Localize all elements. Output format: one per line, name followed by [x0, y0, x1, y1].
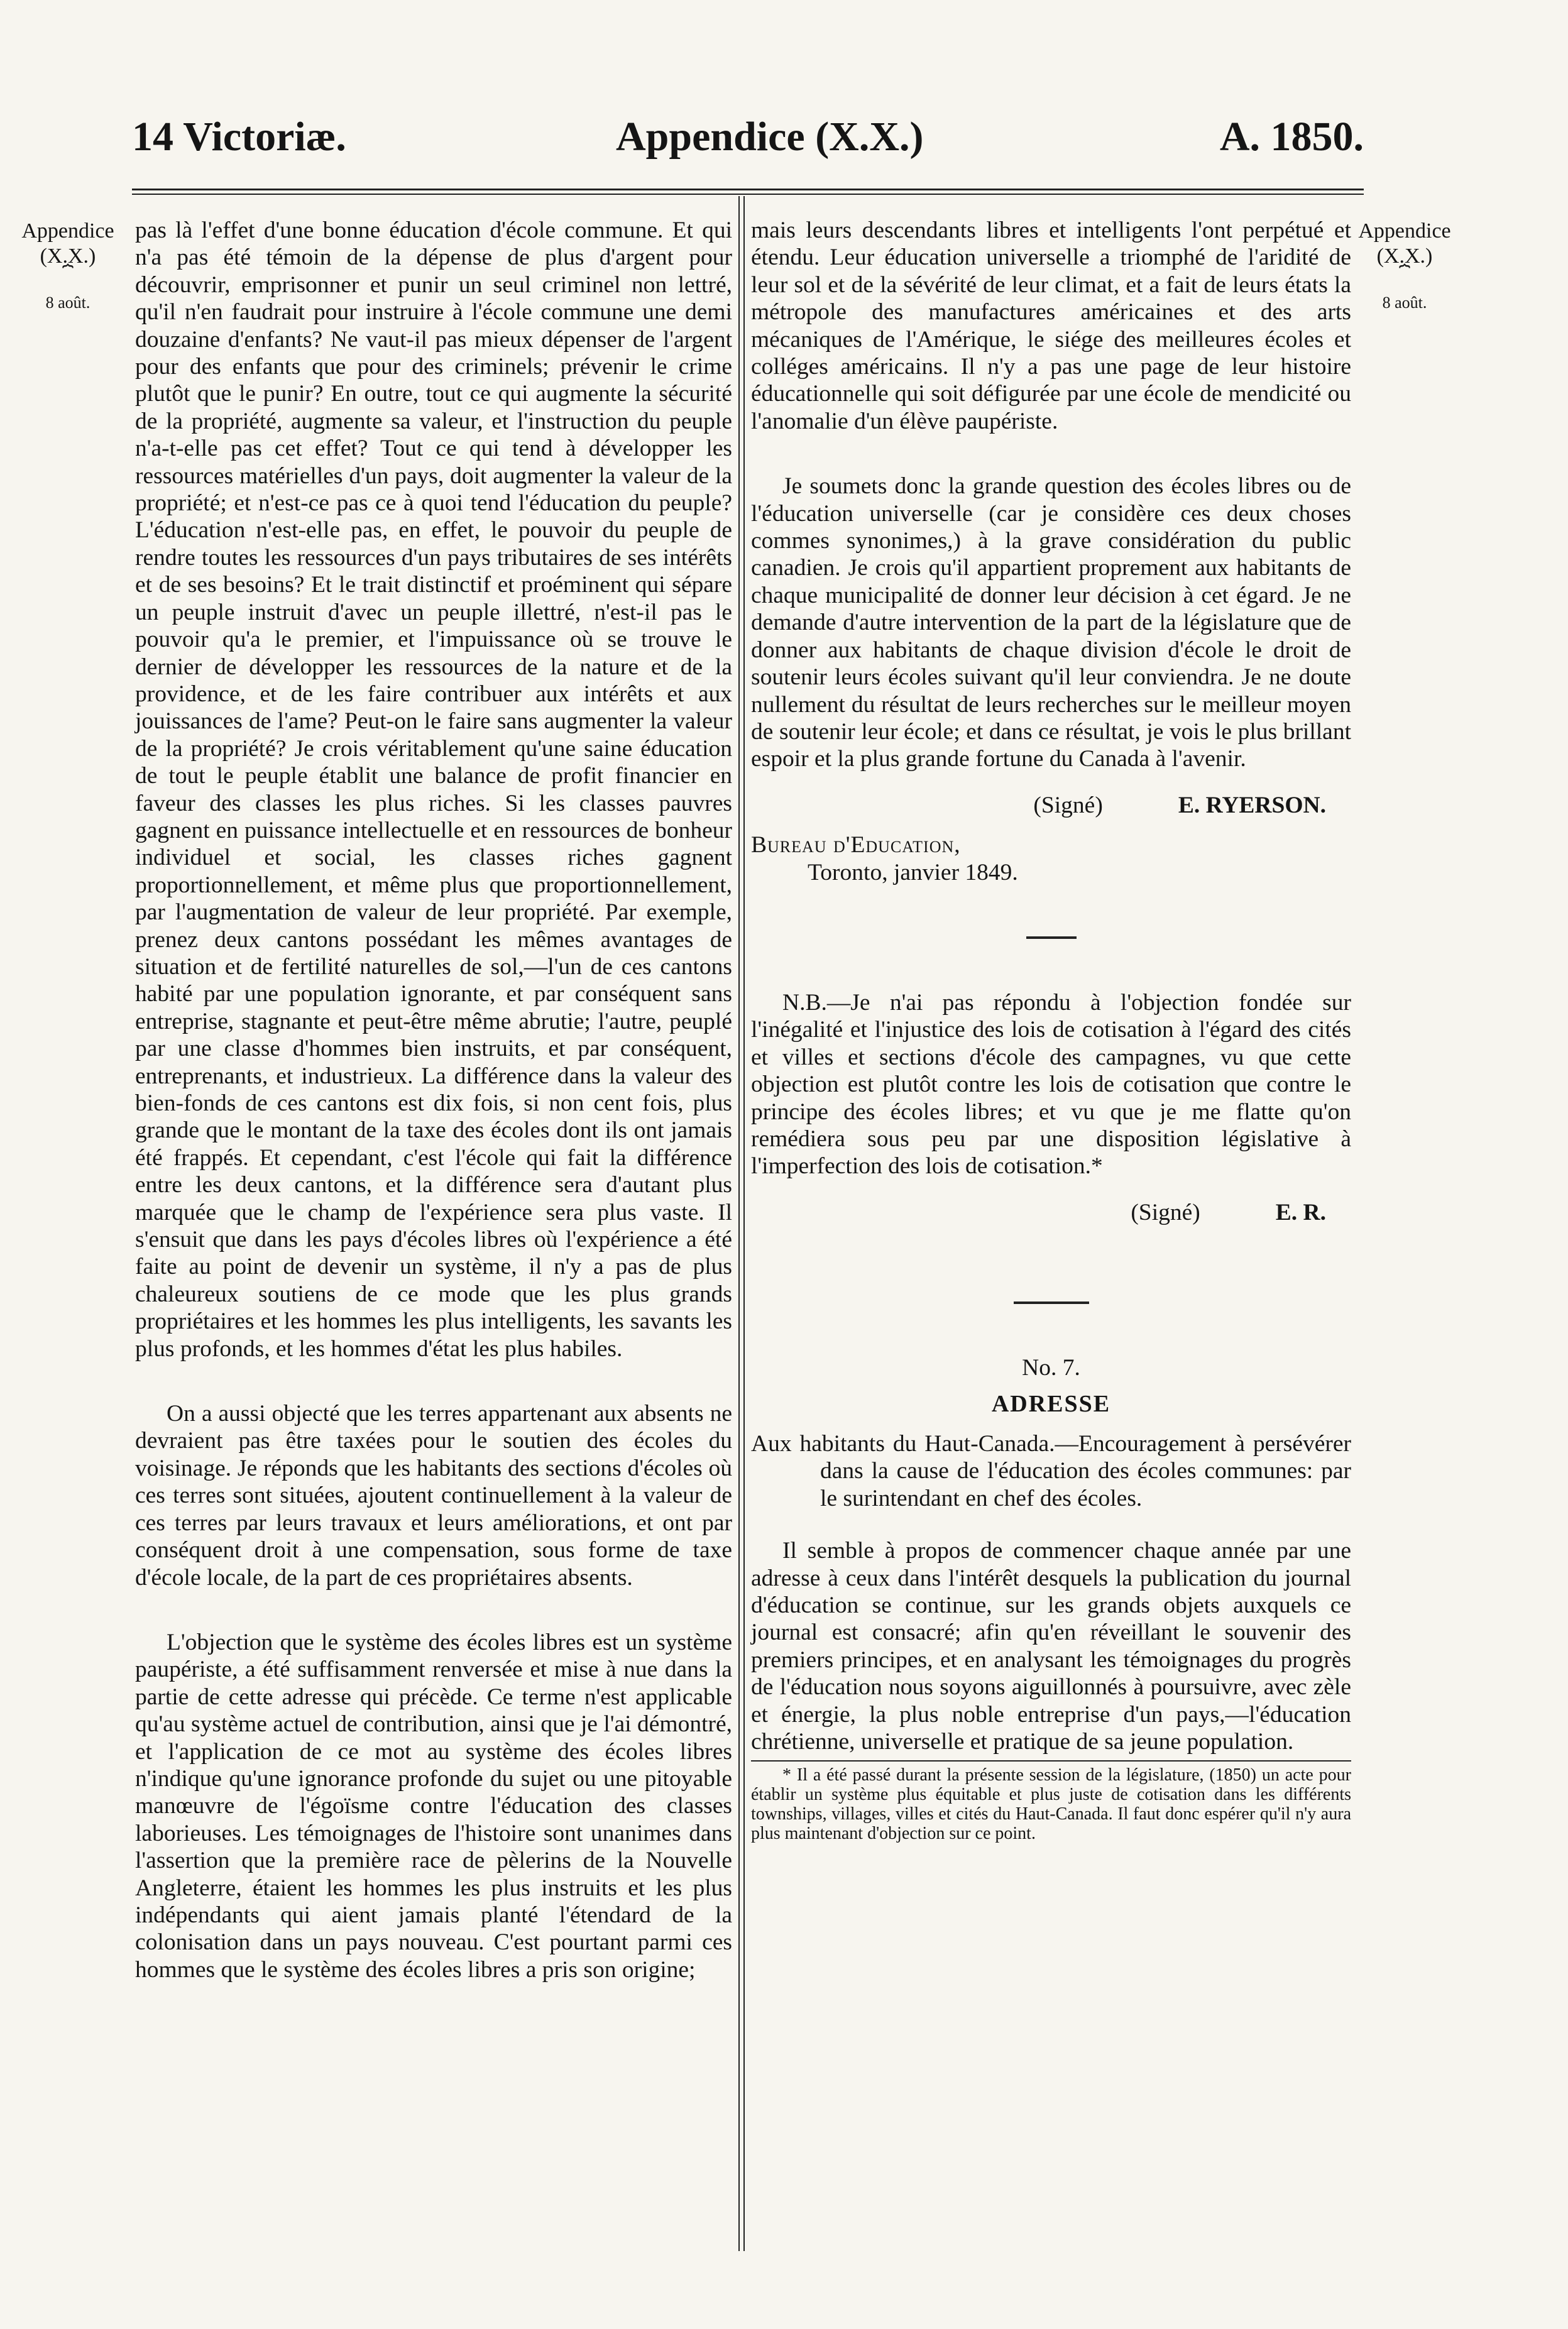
footnote: * Il a été passé durant la présente session de la législature, (1850) un acte pour établir un système plus équitable et plus juste de cotisation dans les différents townships, villages, villes et cités du Haut-Canada. Il faut donc espérer qu'il n'y aura plus maintenant d'objection sur ce point.: [751, 1765, 1351, 1844]
header-year: A. 1850.: [1219, 114, 1364, 160]
margin-label: Appendice: [1358, 219, 1451, 243]
place-date-line: Toronto, janvier 1849.: [808, 859, 1018, 885]
margin-note-left: [5, 219, 131, 315]
margin-brace-icon: ⏞: [1399, 265, 1410, 285]
paragraph: mais leurs descendants libres et intelligents l'ont perpétué et étendu. Leur éducation universelle a triomphé de l'aridité de leur sol et de la sévérité de leur climat, et a fait de leurs états la métropole des manufactures américaines et des arts mécaniques de l'Amérique, le siége des meilleures écoles et colléges américains. Il n'y a pas une page de leur histoire éducationnelle qui soit défigurée par une école de mendicité ou l'anomalie d'un élève paupériste.: [751, 217, 1351, 434]
header-appendix: Appendice (X.X.): [616, 114, 924, 160]
paragraph: pas là l'effet d'une bonne éducation d'école commune. Et qui n'a pas été témoin de la dépense de plus d'argent pour découvrir, emprisonner et punir un seul criminel non lettré, qu'il n'en faudrait pour instruire à l'école commune une demi douzaine d'enfants? Ne vaut-il pas mieux dépenser de l'argent pour des enfants que pour des criminels; prévenir le crime plutôt que le punir? En outre, tout ce qui augmente la sécurité de la propriété, augmente sa valeur, et l'instruction du peuple n'a-t-elle pas cet effet? Tout ce qui tend à développer les ressources matérielles d'un pays, doit augmenter la valeur de la propriété; et n'est-ce pas ce à quoi tend l'éducation du peuple? L'éducation n'est-elle pas, en effet, le pouvoir du peuple de rendre toutes les ressources d'un pays tributaires de ses intérêts et de ses besoins? Et le trait distinctif et proéminent qui sépare un peuple instruit d'avec un peuple illettré, n'est-il pas le pouvoir qu'a le premier, et l'impuissance où se trouve le dernier de développer les ressources de la nature et de la providence, et de les faire contribuer aux intérêts et aux jouissances de l'ame? Peut-on le faire sans augmenter la valeur de la propriété? Je crois véritablement qu'une saine éducation de tout le peuple établit une balance de profit financier en faveur des classes les plus riches. Si les classes pauvres gagnent en puissance intellectuelle et en ressources de bonheur individuel et social, les classes riches gagnent proportionnellement, et même plus que proportionnellement, par l'augmentation de valeur de leur propriété. Par exemple, prenez deux cantons possédant les mêmes avantages de situation et de fertilité naturelles de sol,—l'un de ces cantons habité par une population ignorante, et par conséquent sans entreprise, stagnante et peut-être même abrutie; l'autre, peuplé par une classe d'hommes bien instruits, et par conséquent, entreprenants, et industrieux. La différence dans la valeur des bien-fonds de ces cantons est dix fois, si non cent fois, plus grande que le montant de la taxe des écoles dont ils ont jamais été frappés. Et cependant, c'est l'école qui fait la différence entre les deux cantons, et la différence sera d'autant plus marquée que le champ de l'expérience sera plus vaste. Il s'ensuit que dans les pays d'écoles libres où l'expérience a été faite au point de devenir un système, il n'y a pas de plus chaleureux soutiens de ce mode que les plus grands propriétaires et les hommes les plus intelligents, les savants les plus profonds, et les hommes d'état les plus habiles.: [135, 217, 732, 1362]
signature-name: E. R.: [1275, 1199, 1326, 1225]
left-column: [135, 217, 732, 1983]
margin-code: (X.X.): [40, 244, 96, 268]
section-rule: [1014, 1302, 1089, 1304]
nb-note: N.B.—Je n'ai pas répondu à l'objection fondée sur l'inégalité et l'injustice des lois de cotisation à l'égard des cités et villes et sections d'école des campagnes, vu que cette objection est plutôt contre les lois de cotisation que contre le principe des écoles libres; et vu que je me flatte qu'on remédiera sous peu par une disposition législative à l'imperfection des lois de cotisation.*: [751, 989, 1351, 1180]
running-header: [132, 113, 1364, 182]
paragraph: On a aussi objecté que les terres appartenant aux absents ne devraient pas être taxées pour le soutien des écoles du voisinage. Je réponds que les habitants des sections d'écoles où ces terres sont situées, ajoutent continuellement à la valeur de ces terres par leurs travaux et leurs améliorations, et ont par conséquent droit à une compensation, sous forme de taxe d'école locale, de la part de ces propriétaires absents.: [135, 1401, 732, 1591]
margin-label: Appendice: [21, 219, 114, 243]
paragraph: L'objection que le système des écoles libres est un système paupériste, a été suffisamment renversée et mise à nue dans la partie de cette adresse qui précède. Ce terme n'est applicable qu'au système actuel de contribution, ainsi que je l'ai démontré, et l'application de ce mot au système des écoles libres n'indique qu'une ignorance profonde du sujet ou une pitoyable manœuvre de l'égoïsme contre l'éducation des classes laborieuses. Les témoignages de l'histoire sont unanimes dans l'assertion que la première race de pèlerins de la Nouvelle Angleterre, étaient les hommes les plus instruits et les plus indépendants qui aient jamais planté l'étendard de la colonisation dans un pays nouveau. C'est pourtant parmi ces hommes que le système des écoles libres a pris son origine;: [135, 1629, 732, 1983]
signature-block: [751, 1199, 1351, 1226]
margin-note-right: [1342, 219, 1467, 315]
margin-date: 8 août.: [1382, 293, 1427, 312]
signature-label: (Signé): [1131, 1199, 1200, 1225]
header-rule-secondary: [132, 194, 1364, 195]
margin-brace-icon: ⏞: [62, 265, 74, 285]
bureau-line: Bureau d'Education,: [751, 832, 961, 858]
column-divider: [738, 196, 745, 2251]
margin-code: (X.X.): [1376, 244, 1433, 268]
signature-name: E. RYERSON.: [1178, 792, 1326, 818]
address-title: Aux habitants du Haut-Canada.—Encouragement à persévérer dans la cause de l'éducation des écoles communes: par le surintendant en chef des écoles.: [751, 1431, 1351, 1511]
signature-label: (Signé): [1033, 792, 1103, 818]
signature-block: [751, 792, 1351, 819]
document-number: No. 7.: [1022, 1355, 1080, 1381]
footnote-rule: [751, 1760, 1351, 1762]
paragraph: Il semble à propos de commencer chaque année par une adresse à ceux dans l'intérêt desquels la publication du journal d'éducation se continue, sur les grands objets auxquels ce journal est consacré; afin qu'en réveillant le souvenir des premiers principes, et en analysant les témoignages du progrès de l'éducation nous soyons aiguillonnés à poursuivre, avec zèle et énergie, la plus noble entreprise d'un pays,—l'éducation chrétienne, universelle et pratique de sa jeune population.: [751, 1538, 1351, 1755]
right-column: [751, 217, 1351, 1843]
document-heading: ADRESSE: [991, 1390, 1111, 1417]
header-rule: [132, 189, 1364, 190]
margin-date: 8 août.: [45, 293, 90, 312]
header-session: 14 Victoriæ.: [132, 114, 346, 160]
section-rule: [1026, 936, 1077, 939]
paragraph: Je soumets donc la grande question des écoles libres ou de l'éducation universelle (car je considère ces deux choses commes synonimes,) à la grave considération du public canadien. Je crois qu'il appartient proprement aux habitants de chaque municipalité de donner leur décision à cet égard. Je ne demande d'autre intervention de la part de la législature que de donner aux habitants de chaque division d'école le droit de soutenir leurs écoles suivant qu'il leur conviendra. Je ne doute nullement du résultat de leurs recherches sur le meilleur moyen de soutenir leur école; et dans ce résultat, je vois le plus brillant espoir et la plus grande fortune du Canada à l'avenir.: [751, 473, 1351, 772]
